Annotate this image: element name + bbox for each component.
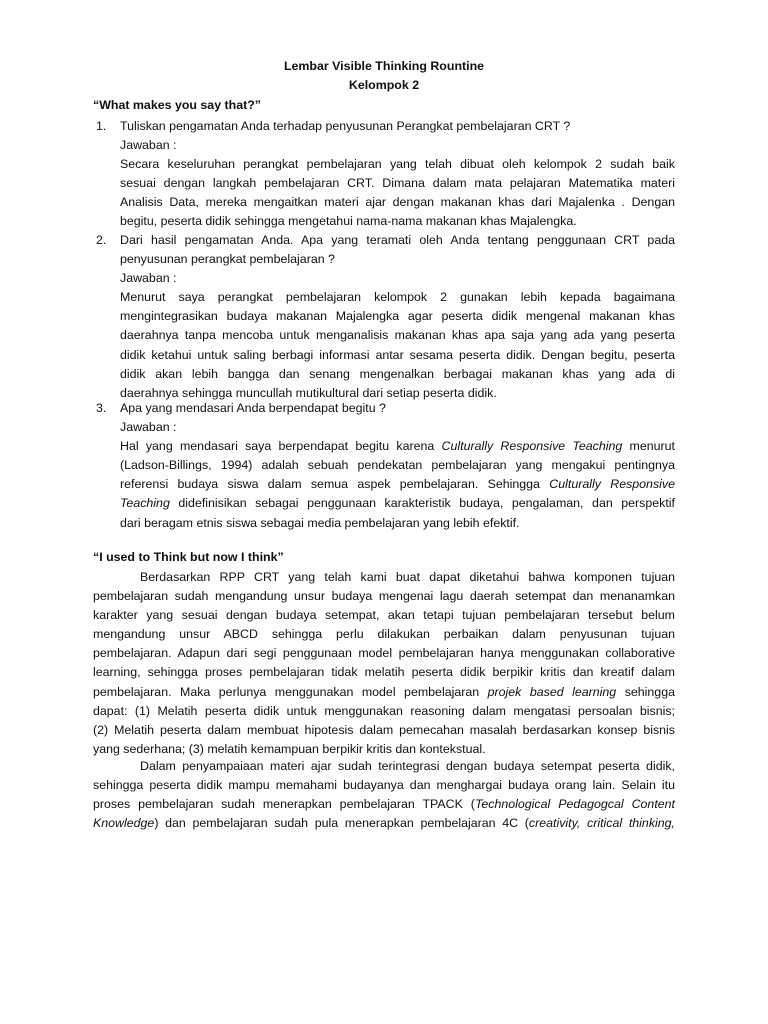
item-2-question: Dari hasil pengamatan Anda. Apa yang teramati oleh Anda tentang penggunaan CRT pada xyxy=(120,233,675,247)
document-title: Lembar Visible Thinking Rountine xyxy=(283,59,485,73)
item-2-answer-line: didik akan lebih bangga dan senang mengenalkan berbagai makanan khas yang ada di xyxy=(120,366,675,381)
paragraph-line: sehingga peserta didik mampu memahami budayanya dan menghargai budaya orang lain. Selain itu xyxy=(93,778,675,793)
paragraph-line: yang sederhana; (3) melatih kemampuan berpikir kritis dan kontekstual. xyxy=(93,741,486,756)
item-2-answer-label: Jawaban : xyxy=(120,271,177,286)
item-2 xyxy=(120,231,675,403)
item-1-number: 1. xyxy=(96,119,107,133)
item-2-number: 2. xyxy=(96,233,107,247)
item-1-answer-line: sesuai dengan langkah pembelajaran CRT. Dimana dalam mata pelajaran Matematika materi xyxy=(120,176,675,191)
item-2-question: penyusunan perangkat pembelajaran ? xyxy=(120,252,335,267)
document-subtitle: Kelompok 2 xyxy=(348,78,420,92)
item-2-answer-line: daerahnya tanpa mencoba untuk menganalisis makanan khas apa saja yang ada yang peserta xyxy=(120,328,675,343)
item-3-answer-line: referensi budaya siswa dalam semua aspek pembelajaran. Sehingga Culturally Responsive xyxy=(120,477,675,492)
paragraph-line: proses pembelajaran sudah menerapkan pembelajaran TPACK (Technological Pedagogcal Content xyxy=(93,797,675,812)
item-3-answer-line: (Ladson-Billings, 1994) adalah sebuah pendekatan pembelajaran yang mengakui pentingnya xyxy=(120,458,675,473)
item-1-answer-line: Secara keseluruhan perangkat pembelajaran yang telah dibuat oleh kelompok 2 sudah baik xyxy=(120,157,675,172)
item-1-answer-line: Analisis Data, mereka mengaitkan materi ajar dengan makanan khas dari Majalenka . Dengan xyxy=(120,195,675,210)
paragraph-line: pembelajaran. Maka perlunya menggunakan model pembelajaran projek based learning sehingga xyxy=(93,684,675,699)
item-3-number: 3. xyxy=(96,401,107,415)
section1-heading: “What makes you say that?” xyxy=(93,98,262,112)
section2-paragraph-1 xyxy=(93,568,675,759)
paragraph-line: dapat: (1) Melatih peserta didik untuk menggunakan reasoning dalam mengatasi persoalan bisnis; xyxy=(93,703,675,718)
paragraph-line: mengandung unsur ABCD sehingga perlu dilakukan perbaikan dalam penyusunan tujuan xyxy=(93,627,675,642)
section2-paragraph-2 xyxy=(93,757,675,833)
section2-heading: “I used to Think but now I think” xyxy=(93,550,284,564)
item-2-answer-line: didik ketahui untuk saling berbagi informasi antar sesama peserta didik. Dengan begitu, peserta xyxy=(120,347,675,362)
item-3-answer-line: dari beragam etnis siswa sebagai media pembelajaran yang lebih efektif. xyxy=(120,515,520,530)
item-3 xyxy=(120,399,675,533)
item-3-answer-line: Teaching didefinisikan sebagai penggunaan karakteristik budaya, pengalaman, dan perspektif xyxy=(120,496,675,511)
item-2-answer-line: mengintegrasikan budaya makanan Majalengka agar peserta didik mengenal makanan khas xyxy=(120,309,675,324)
paragraph-line: karakter yang sesuai dengan budaya setempat, akan tetapi tujuan pembelajaran tersebut belum xyxy=(93,608,675,623)
item-2-answer-line: daerahnya sehingga muncullah mutikultural dari setiap peserta didik. xyxy=(120,385,497,400)
item-1-question: Tuliskan pengamatan Anda terhadap penyusunan Perangkat pembelajaran CRT ? xyxy=(120,119,571,133)
item-3-question: Apa yang mendasari Anda berpendapat begitu ? xyxy=(120,401,386,415)
item-1-answer-line: begitu, peserta didik sehingga mengetahui nama-nama makanan khas Majalengka. xyxy=(120,214,577,229)
item-1-answer-label: Jawaban : xyxy=(120,138,177,153)
paragraph-line: Knowledge) dan pembelajaran sudah pula menerapkan pembelajaran 4C (creativity, critical thinking, xyxy=(93,816,675,831)
paragraph-line: learning, sehingga proses pembelajaran tidak melatih peserta didik berpikir kritis dan kreatif dalam xyxy=(93,665,675,680)
item-2-answer-line: Menurut saya perangkat pembelajaran kelompok 2 gunakan lebih kepada bagaimana xyxy=(120,290,675,305)
paragraph-line: pembelajaran. Adapun dari segi penggunaan model pembelajaran hanya menggunakan collaborative xyxy=(93,646,675,661)
item-3-answer-line: Hal yang mendasari saya berpendapat begitu karena Culturally Responsive Teaching menurut xyxy=(120,439,675,454)
paragraph-line: Berdasarkan RPP CRT yang telah kami buat dapat diketahui bahwa komponen tujuan xyxy=(140,570,675,584)
paragraph-line: Dalam penyampaiaan materi ajar sudah terintegrasi dengan budaya setempat peserta didik, xyxy=(140,759,675,773)
item-3-answer-label: Jawaban : xyxy=(120,420,177,435)
item-1 xyxy=(120,117,675,232)
paragraph-line: pembelajaran sudah mengandung unsur budaya mengenai lagu daerah setempat dan menanamkan xyxy=(93,589,675,604)
paragraph-line: (2) Melatih peserta dalam membuat hipotesis dalam pemecahan masalah berdasarkan konsep bisnis xyxy=(93,722,675,737)
